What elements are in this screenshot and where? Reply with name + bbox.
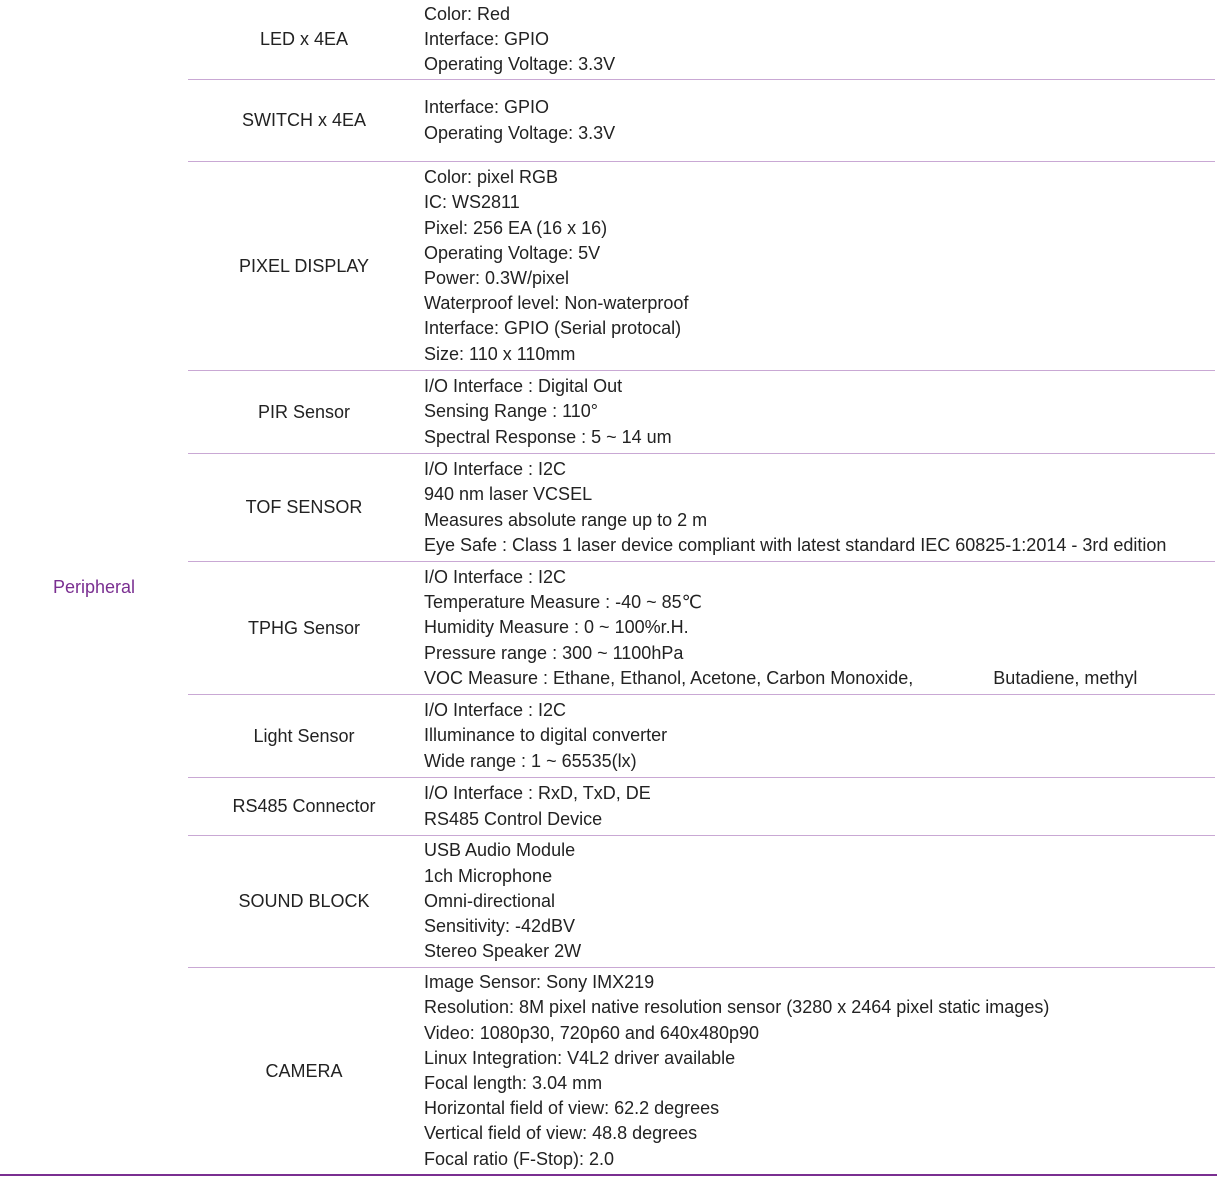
spec-line: Stereo Speaker 2W bbox=[424, 941, 582, 962]
spec-line: USB Audio Module bbox=[424, 840, 576, 861]
spec-line: I/O Interface : RxD, TxD, DE bbox=[424, 783, 651, 804]
row-specs bbox=[424, 80, 1215, 161]
spec-line: Temperature Measure : -40 ~ 85℃ bbox=[424, 592, 702, 613]
spec-line: Linux Integration: V4L2 driver available bbox=[424, 1047, 736, 1068]
row-name: PIXEL DISPLAY bbox=[238, 255, 370, 276]
spec-row-tof-sensor bbox=[188, 454, 1215, 562]
spec-row-camera bbox=[188, 968, 1215, 1174]
spec-line: Pressure range : 300 ~ 1100hPa bbox=[424, 642, 684, 663]
row-specs bbox=[424, 454, 1215, 561]
spec-line: I/O Interface : I2C bbox=[424, 566, 567, 587]
spec-line: Spectral Response : 5 ~ 14 um bbox=[424, 426, 672, 447]
row-name: CAMERA bbox=[265, 1060, 343, 1081]
spec-line: Sensitivity: -42dBV bbox=[424, 916, 576, 937]
spec-line: I/O Interface : I2C bbox=[424, 459, 567, 480]
spec-line: Interface: GPIO (Serial protocal) bbox=[424, 318, 682, 339]
spec-line: Omni-directional bbox=[424, 890, 556, 911]
spec-line: Resolution: 8M pixel native resolution sensor (3280 x 2464 pixel static images) bbox=[424, 997, 1050, 1018]
spec-line: Focal length: 3.04 mm bbox=[424, 1073, 603, 1093]
spec-line: Color: pixel RGB bbox=[424, 167, 559, 188]
row-specs bbox=[424, 562, 1215, 694]
spec-line: Interface: GPIO bbox=[424, 97, 550, 118]
spec-line: Waterproof level: Non-waterproof bbox=[424, 293, 689, 314]
row-name: Light Sensor bbox=[253, 725, 355, 746]
spec-line: 1ch Microphone bbox=[424, 865, 553, 886]
spec-line: 940 nm laser VCSEL bbox=[424, 484, 593, 505]
spec-line: Operating Voltage: 3.3V bbox=[424, 54, 616, 75]
spec-line: Image Sensor: Sony IMX219 bbox=[424, 972, 655, 993]
spec-line: Color: Red bbox=[424, 3, 511, 24]
spec-line: Vertical field of view: 48.8 degrees bbox=[424, 1123, 698, 1144]
row-specs bbox=[424, 695, 1215, 777]
spec-row-rs485-connector bbox=[188, 778, 1215, 836]
category-label: Peripheral bbox=[52, 577, 136, 597]
row-specs bbox=[424, 778, 1215, 835]
spec-line: Wide range : 1 ~ 65535(lx) bbox=[424, 750, 637, 771]
row-specs bbox=[424, 162, 1215, 370]
row-specs bbox=[424, 836, 1215, 967]
spec-line: I/O Interface : I2C bbox=[424, 700, 567, 721]
spec-row-led bbox=[188, 0, 1215, 80]
spec-line: Operating Voltage: 3.3V bbox=[424, 122, 616, 143]
spec-row-pixel-display bbox=[188, 162, 1215, 371]
spec-line: IC: WS2811 bbox=[424, 192, 520, 213]
spec-line: Humidity Measure : 0 ~ 100%r.H. bbox=[424, 617, 689, 638]
spec-line: Operating Voltage: 5V bbox=[424, 242, 601, 263]
spec-line: Power: 0.3W/pixel bbox=[424, 268, 570, 288]
row-name: PIR Sensor bbox=[257, 401, 351, 422]
spec-line: Interface: GPIO bbox=[424, 28, 550, 49]
row-name: TPHG Sensor bbox=[247, 617, 361, 638]
bottom-rule bbox=[0, 1174, 1217, 1176]
spec-line: Pixel: 256 EA (16 x 16) bbox=[424, 217, 608, 238]
spec-line: Size: 110 x 110mm bbox=[424, 343, 576, 364]
spec-row-tphg-sensor bbox=[188, 562, 1215, 695]
spec-row-pir-sensor bbox=[188, 371, 1215, 454]
row-name: SOUND BLOCK bbox=[238, 891, 370, 911]
spec-line: Eye Safe : Class 1 laser device compliant with latest standard IEC 60825-1:2014 - 3rd edition bbox=[424, 534, 1167, 555]
spec-row-switch bbox=[188, 80, 1215, 162]
spec-line: Horizontal field of view: 62.2 degrees bbox=[424, 1098, 720, 1119]
spec-line: Focal ratio (F-Stop): 2.0 bbox=[424, 1148, 615, 1169]
row-name: SWITCH x 4EA bbox=[241, 110, 366, 130]
row-name: LED x 4EA bbox=[259, 29, 349, 49]
spec-line: VOC Measure : Ethane, Ethanol, Acetone, Carbon Monoxide, Butadiene, methyl bbox=[424, 667, 1138, 688]
row-specs bbox=[424, 0, 1215, 79]
row-specs bbox=[424, 371, 1215, 453]
spec-row-light-sensor bbox=[188, 695, 1215, 778]
spec-line: Measures absolute range up to 2 m bbox=[424, 509, 708, 530]
spec-line: Video: 1080p30, 720p60 and 640x480p90 bbox=[424, 1022, 759, 1043]
row-specs bbox=[424, 968, 1215, 1174]
spec-row-sound-block bbox=[188, 836, 1215, 968]
spec-line: Illuminance to digital converter bbox=[424, 725, 668, 746]
spec-line: I/O Interface : Digital Out bbox=[424, 376, 623, 397]
spec-line: Sensing Range : 110° bbox=[424, 401, 598, 422]
row-name: RS485 Connector bbox=[232, 796, 376, 816]
spec-line: RS485 Control Device bbox=[424, 808, 603, 829]
row-name: TOF SENSOR bbox=[245, 497, 363, 517]
